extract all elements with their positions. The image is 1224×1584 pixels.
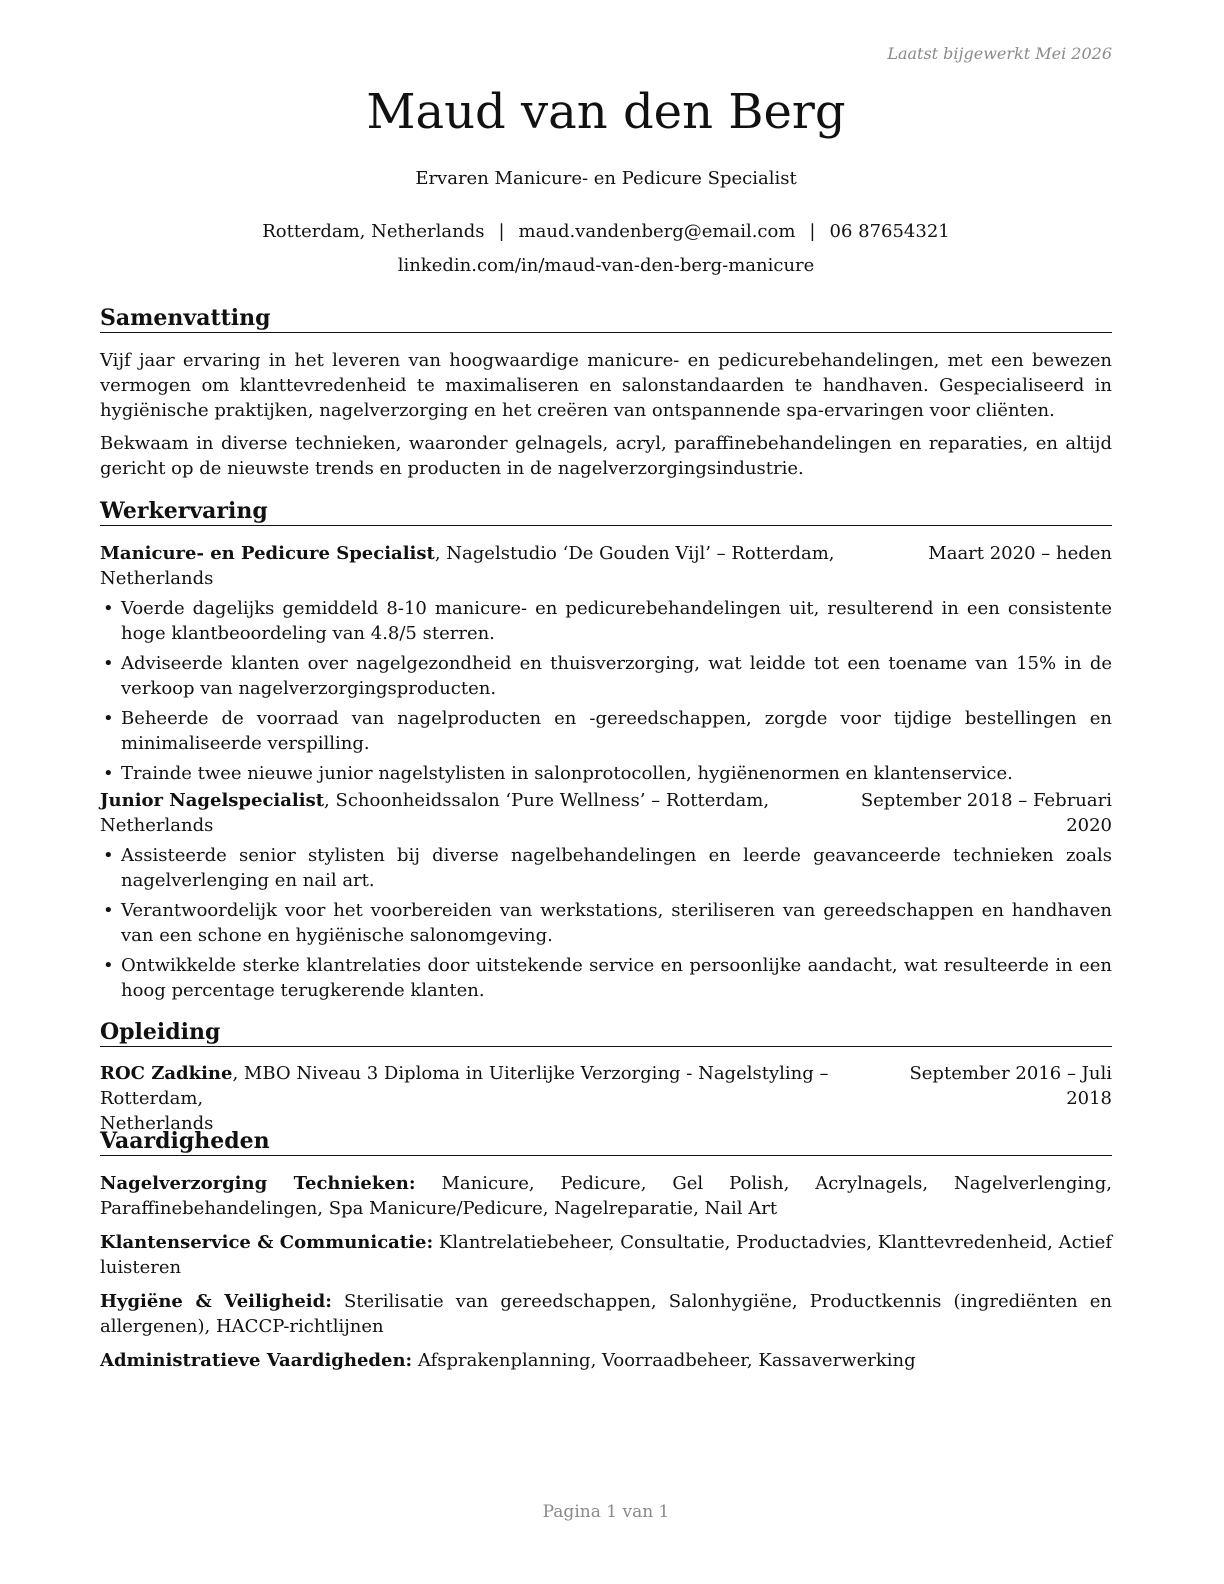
section-title-summary: Samenvatting: [100, 305, 1112, 333]
list-item: • Beheerde de voorraad van nagelproducten en -gereedschappen, zorgde voor tijdige bestellingen en minimaliseerde verspilling.: [100, 706, 1112, 756]
job-date-line: September 2018 – Februari: [860, 790, 1112, 811]
list-item: • Verantwoordelijk voor het voorbereiden van werkstations, steriliseren van gereedschappen en handhaven van een schone en hygiënische salonomgeving.: [100, 898, 1112, 948]
separator: |: [498, 221, 505, 242]
summary-paragraph: Vijf jaar ervaring in het leveren van hoogwaardige manicure- en pedicurebehandelingen, met een bewezen vermogen om klanttevredenheid te maximaliseren en salonstandaarden te handhaven. Gespecialiseerd in hygiënische praktijken, nagelverzorging en het creëren van ontspannende spa-ervaringen voor cliënten.: [100, 350, 1112, 421]
job-bullets: [100, 596, 1112, 786]
summary-section: [100, 348, 1112, 481]
resume-page: [100, 0, 1112, 1584]
summary-paragraph: Bekwaam in diverse technieken, waaronder gelnagels, acryl, paraffinebehandelingen en reparaties, en altijd gericht op de nieuwste trends en producten in de nagelverzorgingsindustrie.: [100, 433, 1112, 479]
skill-value: Sterilisatie van gereedschappen, Salonhygiëne, Productkennis (ingrediënten en allergenen), HACCP-richtlijnen: [100, 1291, 1112, 1337]
separator: |: [809, 221, 816, 242]
skill-item: [100, 1348, 1112, 1373]
education-detail: , MBO Niveau 3 Diploma in Uiterlijke Verzorging - Nagelstyling – Rotterdam,: [100, 1063, 829, 1109]
education-header: [100, 1061, 1112, 1136]
job-role: Manicure- en Pedicure Specialist: [100, 543, 435, 564]
headline: Ervaren Manicure- en Pedicure Specialist: [415, 168, 797, 189]
skill-label: Administratieve Vaardigheden:: [100, 1350, 413, 1371]
skill-item: [100, 1230, 1112, 1280]
section-title-education: Opleiding: [100, 1019, 1112, 1047]
job-company: , Schoonheidssalon ‘Pure Wellness’ – Rotterdam, Netherlands: [100, 790, 770, 836]
job-header: [100, 541, 1112, 591]
skill-value: Manicure, Pedicure, Gel Polish, Acrylnagels, Nagelverlenging, Paraffinebehandelingen, Spa Manicure/Pedicure, Nagelreparatie, Nail Art: [100, 1173, 1112, 1219]
skill-label: Nagelverzorging Technieken:: [100, 1173, 416, 1194]
job-entry: [100, 541, 1112, 786]
phone: 06 87654321: [829, 221, 950, 242]
list-item: • Voerde dagelijks gemiddeld 8-10 manicure- en pedicurebehandelingen uit, resulterend in een consistente hoge klantbeoordeling van 4.8/5 sterren.: [100, 596, 1112, 646]
job-title: [100, 788, 861, 838]
education-date-line: 2018: [1066, 1088, 1112, 1109]
candidate-name: Maud van den Berg: [366, 84, 846, 140]
job-date: Maart 2020 – heden: [928, 543, 1112, 564]
skills-section: [100, 1171, 1112, 1382]
job-date-line: 2020: [1066, 815, 1112, 836]
list-item: • Trainde twee nieuwe junior nagelstylisten in salonprotocollen, hygiënenormen en klantenservice.: [100, 761, 1112, 786]
linkedin-link[interactable]: linkedin.com/in/maud-van-den-berg-manicure: [397, 255, 815, 276]
school-name: ROC Zadkine: [100, 1063, 233, 1084]
skill-item: [100, 1171, 1112, 1221]
skill-label: Klantenservice & Communicatie:: [100, 1232, 434, 1253]
job-company: , Nagelstudio ‘De Gouden Vijl’ – Rotterdam, Netherlands: [100, 543, 835, 589]
education-date: [909, 1061, 1112, 1136]
page-footer: Pagina 1 van 1: [542, 1502, 670, 1522]
email-link[interactable]: maud.vandenberg@email.com: [518, 221, 796, 242]
section-title-experience: Werkervaring: [100, 498, 1112, 526]
skill-label: Hygiëne & Veiligheid:: [100, 1291, 332, 1312]
job-header: [100, 788, 1112, 838]
job-date: [861, 788, 1112, 838]
skill-value: Klantrelatiebeheer, Consultatie, Productadvies, Klanttevredenheid, Actief luisteren: [100, 1232, 1112, 1278]
job-role: Junior Nagelspecialist: [100, 790, 325, 811]
contact-info: [100, 220, 1112, 278]
list-item: • Assisteerde senior stylisten bij diverse nagelbehandelingen en leerde geavanceerde technieken zoals nagelverlenging en nail art.: [100, 843, 1112, 893]
education-entry: [100, 1061, 1112, 1136]
job-bullets: [100, 843, 1112, 1003]
skill-item: [100, 1289, 1112, 1339]
job-entry: [100, 788, 1112, 1003]
list-item: • Ontwikkelde sterke klantrelaties door uitstekende service en persoonlijke aandacht, wat resulteerde in een hoog percentage terugkerende klanten.: [100, 953, 1112, 1003]
skill-value: Afsprakenplanning, Voorraadbeheer, Kassaverwerking: [412, 1350, 916, 1371]
last-updated: Laatst bijgewerkt Mei 2026: [887, 44, 1112, 63]
list-item: • Adviseerde klanten over nagelgezondheid en thuisverzorging, wat leidde tot een toename van 15% in de verkoop van nagelverzorgingsproducten.: [100, 651, 1112, 701]
section-title-skills: Vaardigheden: [100, 1128, 1112, 1156]
education-detail: Netherlands: [100, 1113, 214, 1134]
job-title: [100, 541, 928, 591]
location: Rotterdam, Netherlands: [262, 221, 485, 242]
education-title: [100, 1061, 909, 1136]
education-date-line: September 2016 – Juli: [909, 1063, 1112, 1084]
